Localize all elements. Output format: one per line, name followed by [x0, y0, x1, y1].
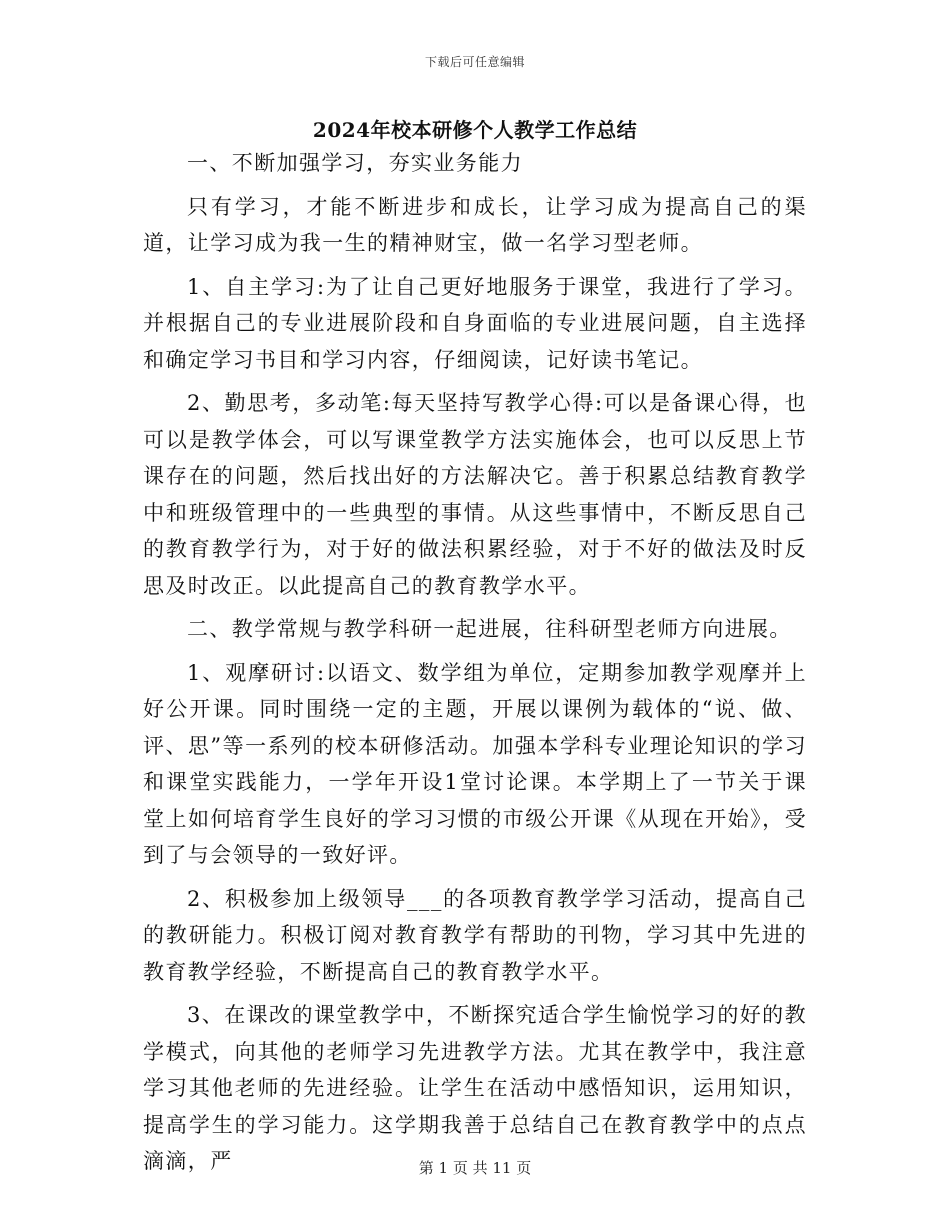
paragraph: 3、在课改的课堂教学中，不断探究适合学生愉悦学习的好的教学模式，向其他的老师学习先进教学方法。尤其在教学中，我注意学习其他老师的先进经验。让学生在活动中感悟知识，运用知识，提高学生的学习能力。这学期我善于总结自己在教育教学中的点点滴滴，严: [143, 1003, 807, 1173]
document-title: 2024年校本研修个人教学工作总结: [312, 118, 638, 142]
section-heading-2: 二、教学常规与教学科研一起进展，往科研型老师方向进展。: [187, 617, 792, 641]
document-body: [143, 145, 807, 1187]
page-header-note: 下载后可任意编辑: [424, 55, 525, 69]
paragraph: 只有学习，才能不断进步和成长，让学习成为提高自己的渠道，让学习成为我一生的精神财宝，做一名学习型老师。: [143, 194, 807, 255]
paragraph: 1、观摩研讨:以语文、数学组为单位，定期参加教学观摩并上好公开课。同时围绕一定的主题，开展以课例为载体的“说、做、评、思”等一系列的校本研修活动。加强本学科专业理论知识的学习和课堂实践能力，一学年开设1堂讨论课。本学期上了一节关于课堂上如何培育学生良好的学习习惯的市级公开课《从现在开始》，受到了与会领导的一致好评。: [143, 660, 807, 867]
section-heading-1: 一、不断加强学习，夯实业务能力: [187, 151, 523, 175]
paragraph: 1、自主学习:为了让自己更好地服务于课堂，我进行了学习。并根据自己的专业进展阶段和自身面临的专业进展问题，自主选择和确定学习书目和学习内容，仔细阅读，记好读书笔记。: [143, 274, 807, 372]
paragraph: 2、积极参加上级领导___的各项教育教学学习活动，提高自己的教研能力。积极订阅对教育教学有帮助的刊物，学习其中先进的教育教学经验，不断提高自己的教育教学水平。: [143, 886, 807, 984]
page-number-footer: 第 1 页 共 11 页: [418, 1159, 532, 1177]
paragraph: 2、勤思考，多动笔:每天坚持写教学心得:可以是备课心得，也可以是教学体会，可以写课堂教学方法实施体会，也可以反思上节课存在的问题，然后找出好的方法解决它。善于积累总结教育教学中和班级管理中的一些典型的事情。从这些事情中，不断反思自己的教育教学行为，对于好的做法积累经验，对于不好的做法及时反思及时改正。以此提高自己的教育教学水平。: [143, 391, 807, 598]
